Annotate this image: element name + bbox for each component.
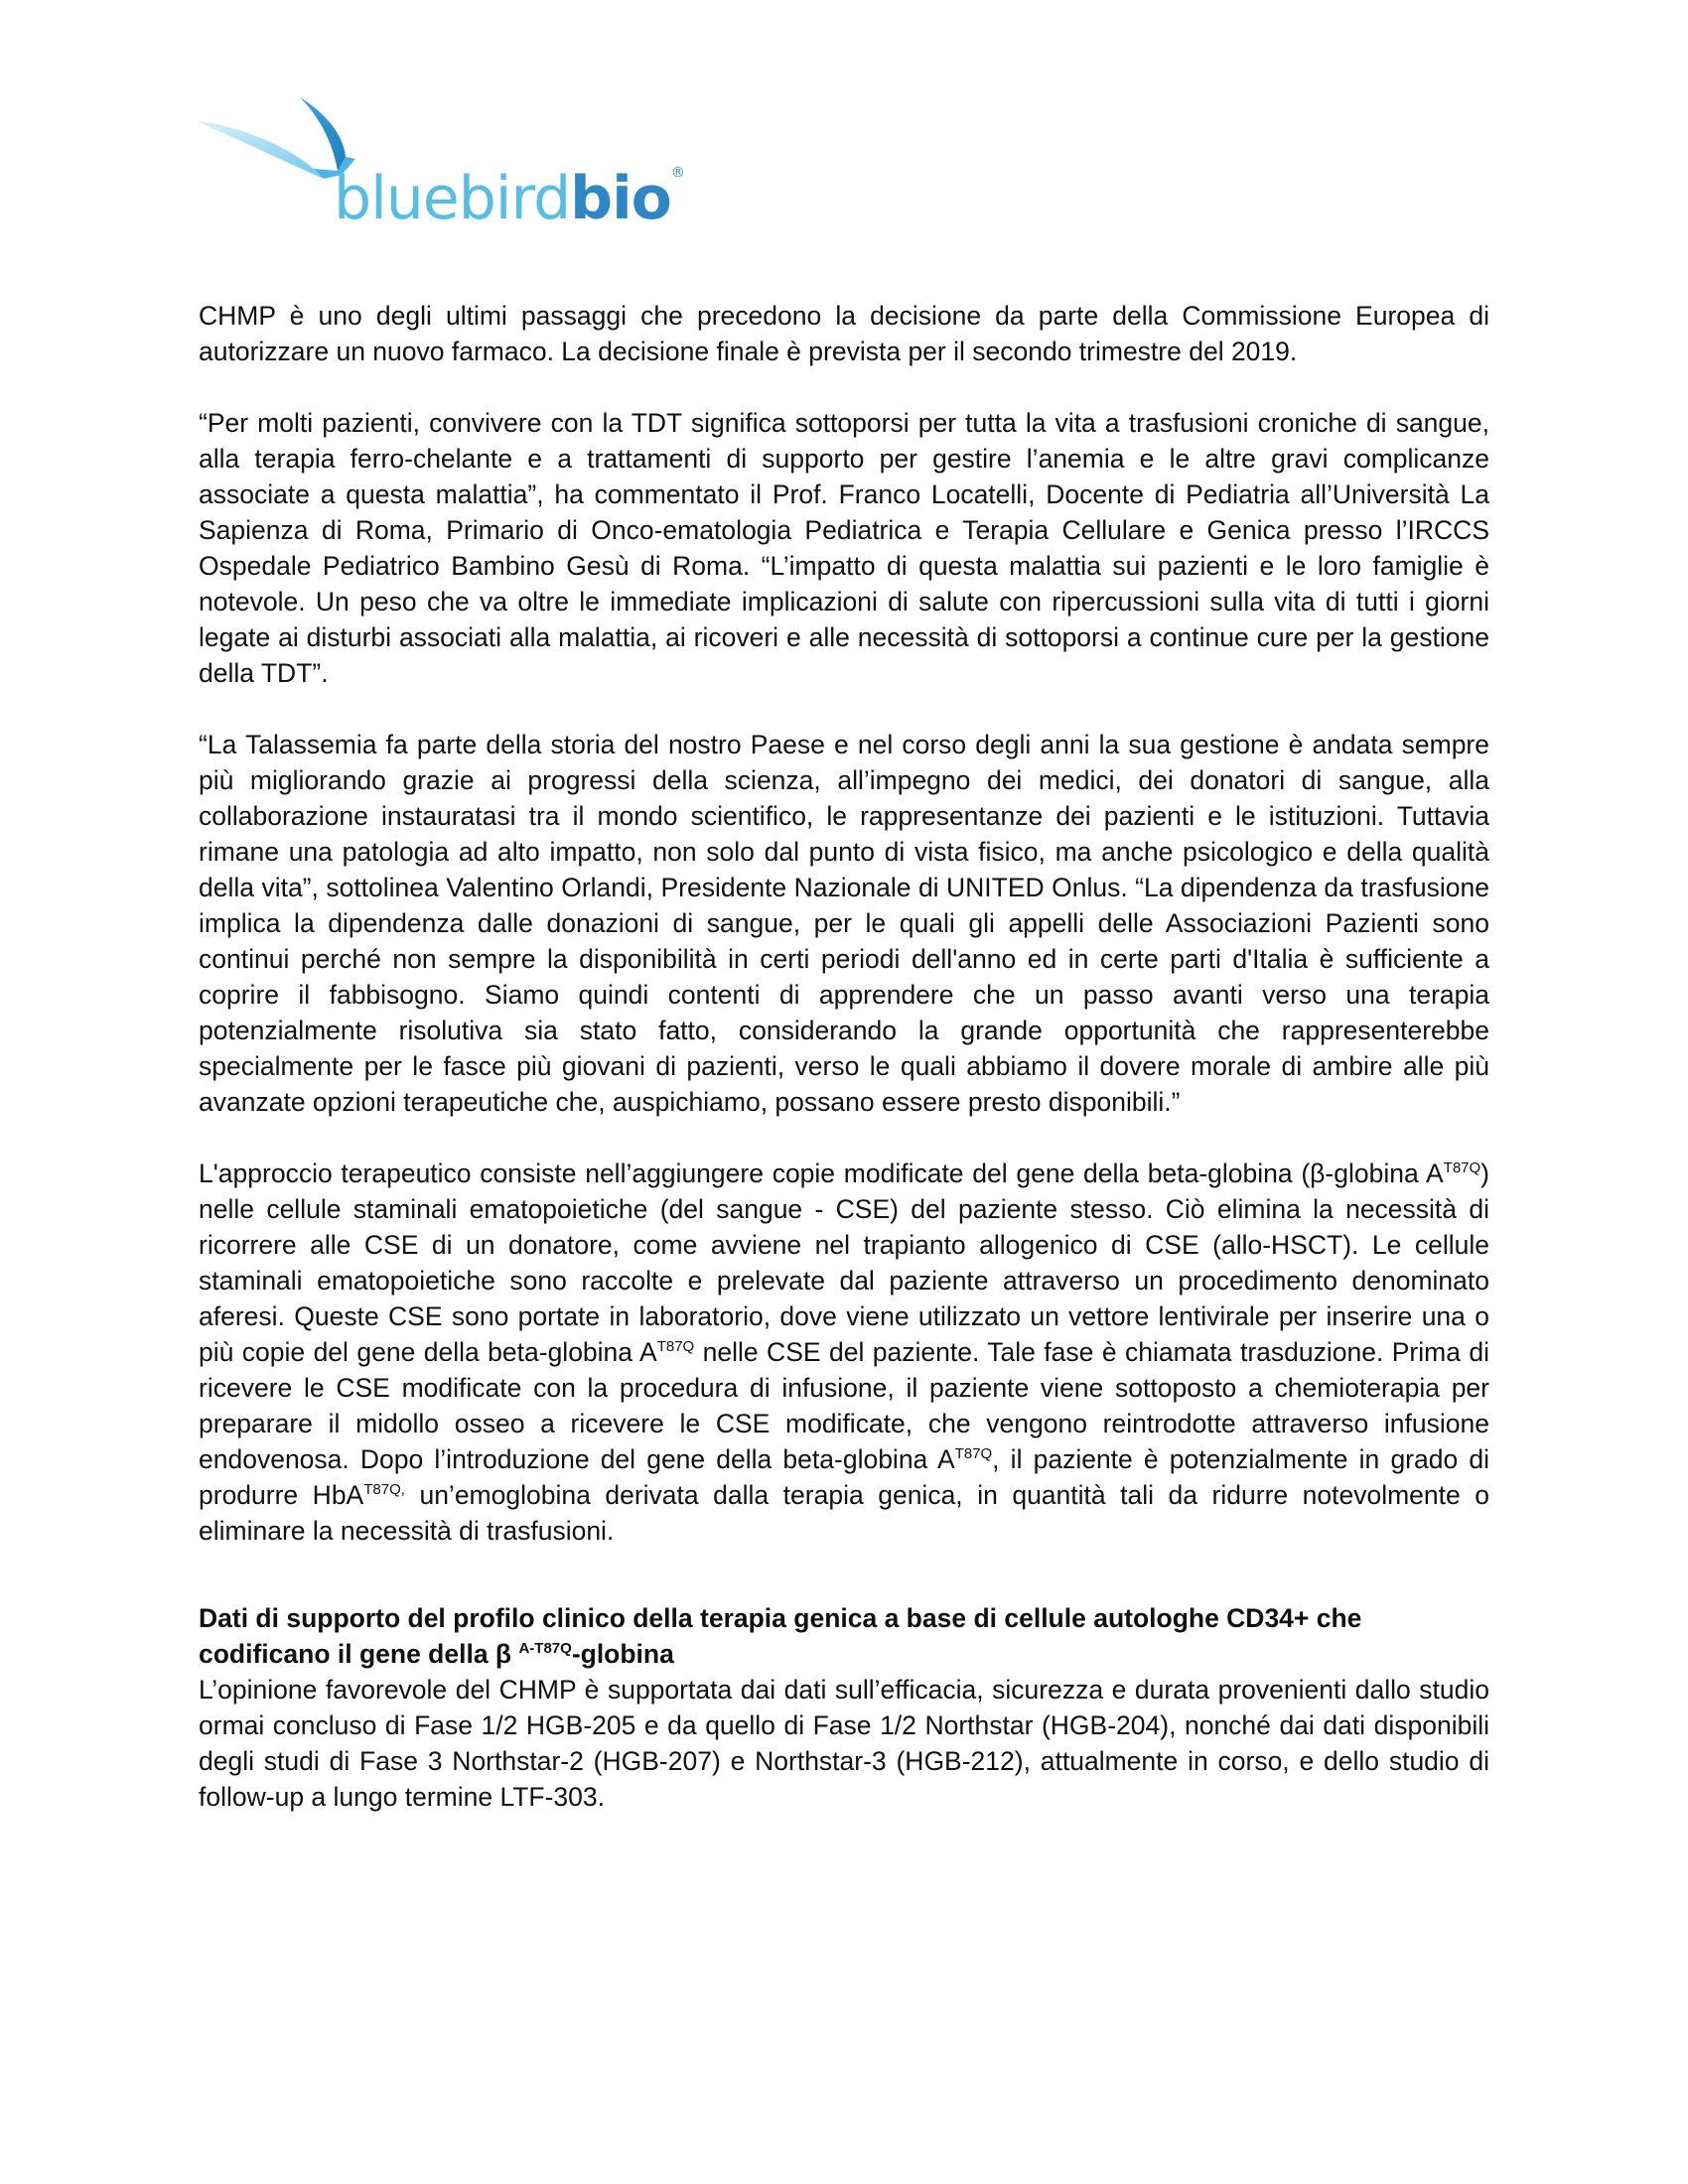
- superscript: T87Q: [1443, 1160, 1481, 1177]
- document-body: [199, 298, 1489, 1815]
- bluebird-bio-logo: [197, 97, 733, 236]
- heading-superscript: A-T87Q: [518, 1640, 572, 1658]
- logo-wordmark: [334, 164, 684, 233]
- superscript: T87Q: [954, 1445, 993, 1463]
- paragraph-therapeutic-approach: [199, 1156, 1489, 1549]
- text-run: un’emoglobina derivata dalla terapia genica, in quantità tali da ridurre notevolmente o eliminare la necessità di trasfusioni.: [199, 1480, 1490, 1546]
- heading-text: -globina: [571, 1639, 674, 1669]
- text-run: , il paziente è potenzialmente in grado di produrre HbA: [199, 1444, 1489, 1510]
- paragraph-orlandi-quote: “La Talassemia fa parte della storia del nostro Paese e nel corso degli anni la sua gestione è andata sempre più migliorando grazie ai progressi della scienza, all’impegno dei medici, dei donatori di sangue, alla collaborazione instauratasi tra il mondo scientifico, le rappresentanze dei pazienti e le istituzioni. Tuttavia rimane una patologia ad alto impatto, non solo dal punto di vista fisico, ma anche psicologico e della qualità della vita”, sottolinea Valentino Orlandi, Presidente Nazionale di UNITED Onlus. “La dipendenza da trasfusione implica la dipendenza dalle donazioni di sangue, per le quali gli appelli delle Associazioni Pazienti sono continui perché non sempre la disponibilità in certi periodi dell'anno ed in certe parti d'Italia è sufficiente a coprire il fabbisogno. Siamo quindi contenti di apprendere che un passo avanti verso una terapia potenzialmente risolutiva sia stato fatto, considerando la grande opportunità che rappresenterebbe specialmente per le fasce più giovani di pazienti, verso le quali abbiamo il dovere morale di ambire alle più avanzate opzioni terapeutiche che, auspichiamo, possano essere presto disponibili.”: [199, 730, 1489, 1117]
- registered-mark: ®: [670, 165, 684, 181]
- heading-text: Dati di supporto del profilo clinico della terapia genica a base di cellule autologhe CD34+ che codificano il gene della β: [199, 1603, 1362, 1669]
- paragraph-chmp: CHMP è uno degli ultimi passaggi che precedono la decisione da parte della Commissione Europea di autorizzare un nuovo farmaco. La decisione finale è prevista per il secondo trimestre del 2019.: [199, 301, 1489, 366]
- superscript: T87Q,: [363, 1481, 405, 1499]
- section-heading: [199, 1600, 1489, 1672]
- superscript: T87Q: [656, 1338, 695, 1356]
- paragraph-chmp-opinion: L’opinione favorevole del CHMP è supportata dai dati sull’efficacia, sicurezza e durata provenienti dallo studio ormai concluso di Fase 1/2 HGB-205 e da quello di Fase 1/2 Northstar (HGB-204), nonché dai dati disponibili degli studi di Fase 3 Northstar-2 (HGB-207) e Northstar-3 (HGB-212), attualmente in corso, e dello studio di follow-up a lungo termine LTF-303.: [199, 1675, 1489, 1812]
- text-run: L'approccio terapeutico consiste nell’aggiungere copie modificate del gene della beta-globina (β-globina A: [199, 1159, 1444, 1188]
- logo-text-accent: bio: [570, 164, 671, 233]
- paragraph-locatelli-quote: “Per molti pazienti, convivere con la TDT significa sottoporsi per tutta la vita a trasfusioni croniche di sangue, alla terapia ferro-chelante e a trattamenti di supporto per gestire l’anemia e le altre gravi complicanze associate a questa malattia”, ha commentato il Prof. Franco Locatelli, Docente di Pediatria all’Università La Sapienza di Roma, Primario di Onco-ematologia Pediatrica e Terapia Cellulare e Genica presso l’IRCCS Ospedale Pediatrico Bambino Gesù di Roma. “L’impatto di questa malattia sui pazienti e le loro famiglie è notevole. Un peso che va oltre le immediate implicazioni di salute con ripercussioni sulla vita di tutti i giorni legate ai disturbi associati alla malattia, ai ricoveri e alle necessità di sottoporsi a continue cure per la gestione della TDT”.: [199, 408, 1489, 688]
- text-run: nelle CSE del paziente. Tale fase è chiamata trasduzione. Prima di ricevere le CSE modificate con la procedura di infusione, il paziente viene sottoposto a chemioterapia per preparare il midollo osseo a ricevere le CSE modificate, che vengono reintrodotte attraverso infusione endovenosa. Dopo l’introduzione del gene della beta-globina A: [199, 1337, 1490, 1474]
- text-run: ) nelle cellule staminali ematopoietiche (del sangue - CSE) del paziente stesso. Ciò elimina la necessità di ricorrere alle CSE di un donatore, come avviene nel trapianto allogenico di CSE (allo-HSCT). Le cellule staminali ematopoietiche sono raccolte e prelevate dal paziente attraverso un procedimento denominato aferesi. Queste CSE sono portate in laboratorio, dove viene utilizzato un vettore lentivirale per inserire una o più copie del gene della beta-globina A: [199, 1159, 1489, 1367]
- logo-text-main: bluebird: [334, 164, 571, 233]
